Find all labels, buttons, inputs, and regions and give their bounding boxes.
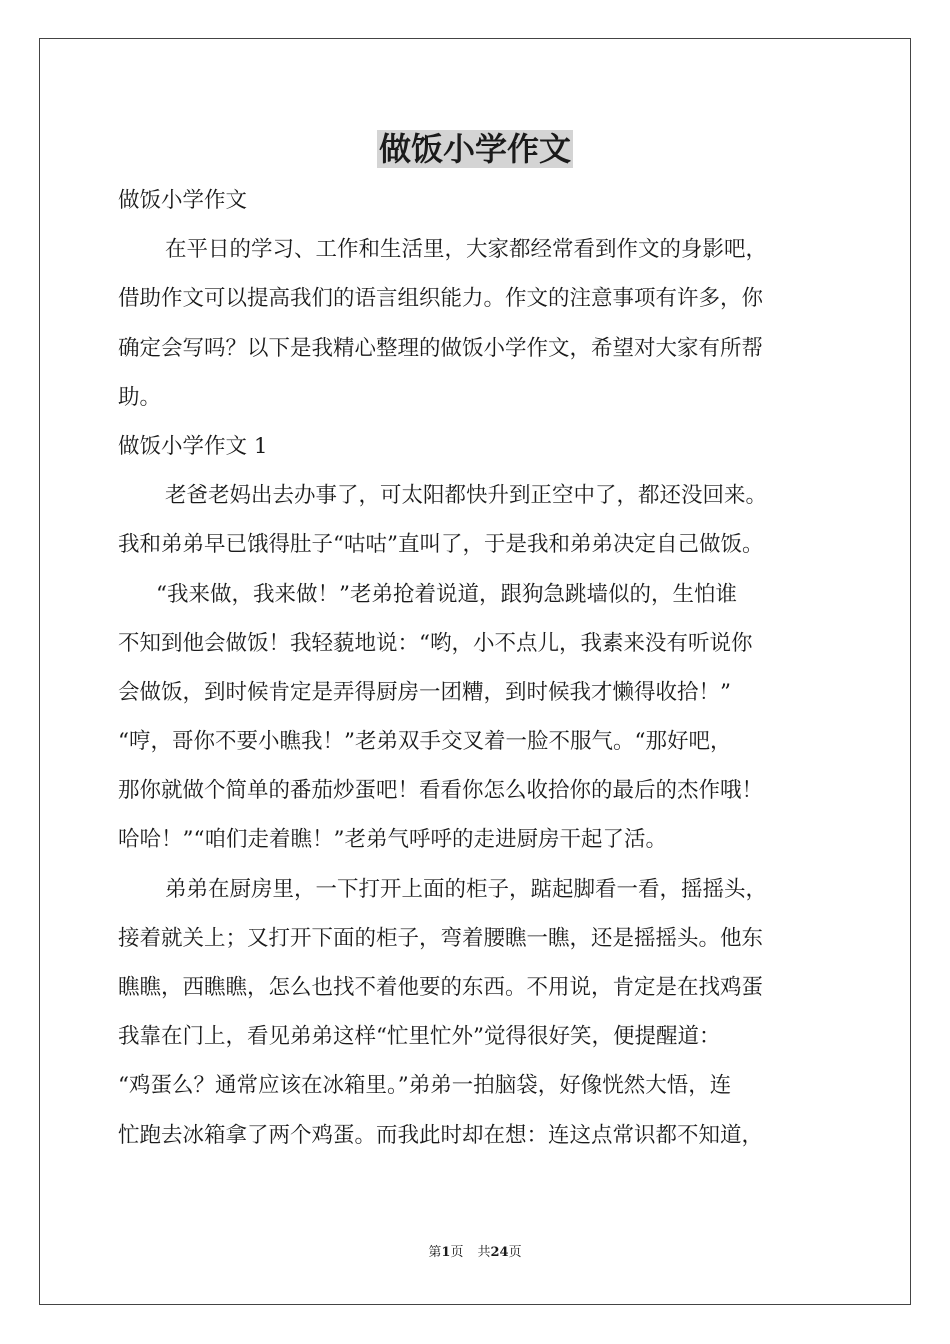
page-number: 1 — [441, 1245, 451, 1260]
paragraph-line: 弟弟在厨房里，一下打开上面的柜子，踮起脚看一看，摇摇头， — [165, 876, 768, 902]
paragraph-line: “哼，哥你不要小瞧我！”老弟双手交叉着一脸不服气。“那好吧， — [118, 729, 732, 755]
section-heading: 做饭小学作文 1 — [118, 433, 268, 459]
paragraph-line: 那你就做个简单的番茄炒蛋吧！看看你怎么收拾你的最后的杰作哦！ — [118, 778, 764, 804]
paragraph-line: 不知到他会做饭！我轻藐地说：“哟，小不点儿，我素来没有听说你 — [118, 630, 753, 656]
section-heading: 做饭小学作文 — [118, 188, 248, 213]
paragraph-line: 借助作文可以提高我们的语言组织能力。作文的注意事项有许多，你 — [118, 286, 764, 312]
paragraph-line: 接着就关上；又打开下面的柜子，弯着腰瞧一瞧，还是摇摇头。他东 — [118, 925, 764, 951]
total-label-prefix: 共 — [477, 1245, 491, 1260]
total-pages: 24 — [490, 1245, 509, 1260]
paragraph-line: “鸡蛋么？通常应该在冰箱里。”弟弟一拍脑袋，好像恍然大悟，连 — [118, 1073, 732, 1099]
paragraph-line: 哈哈！”“咱们走着瞧！”老弟气呼呼的走进厨房干起了活。 — [118, 827, 667, 853]
paragraph-line: 在平日的学习、工作和生活里，大家都经常看到作文的身影吧， — [165, 237, 768, 263]
paragraph-line: 我靠在门上，看见弟弟这样“忙里忙外”觉得很好笑，便提醒道： — [118, 1024, 721, 1050]
paragraph-line: 我和弟弟早已饿得肚子“咕咕”直叫了，于是我和弟弟决定自己做饭。 — [118, 532, 764, 558]
paragraph-line: 确定会写吗？以下是我精心整理的做饭小学作文，希望对大家有所帮 — [118, 335, 764, 361]
paragraph-line: 忙跑去冰箱拿了两个鸡蛋。而我此时却在想：连这点常识都不知道， — [118, 1122, 764, 1148]
document-body — [118, 176, 838, 1160]
page-footer — [0, 1243, 950, 1263]
paragraph-line: 助。 — [118, 384, 162, 410]
paragraph-line: 会做饭，到时候肯定是弄得厨房一团糟，到时候我才懒得收拾！” — [118, 679, 731, 705]
page-label-suffix: 页 — [450, 1245, 464, 1260]
paragraph-line: 瞧瞧，西瞧瞧，怎么也找不着他要的东西。不用说，肯定是在找鸡蛋 — [118, 975, 764, 1000]
page-label-prefix: 第 — [428, 1245, 442, 1260]
total-label-suffix: 页 — [508, 1245, 522, 1260]
document-title-text: 做饭小学作文 — [378, 130, 571, 168]
document-title — [0, 124, 950, 174]
paragraph-line: “我来做，我来做！”老弟抢着说道，跟狗急跳墙似的，生怕谁 — [156, 581, 737, 607]
paragraph-line: 老爸老妈出去办事了，可太阳都快升到正空中了，都还没回来。 — [165, 483, 768, 509]
